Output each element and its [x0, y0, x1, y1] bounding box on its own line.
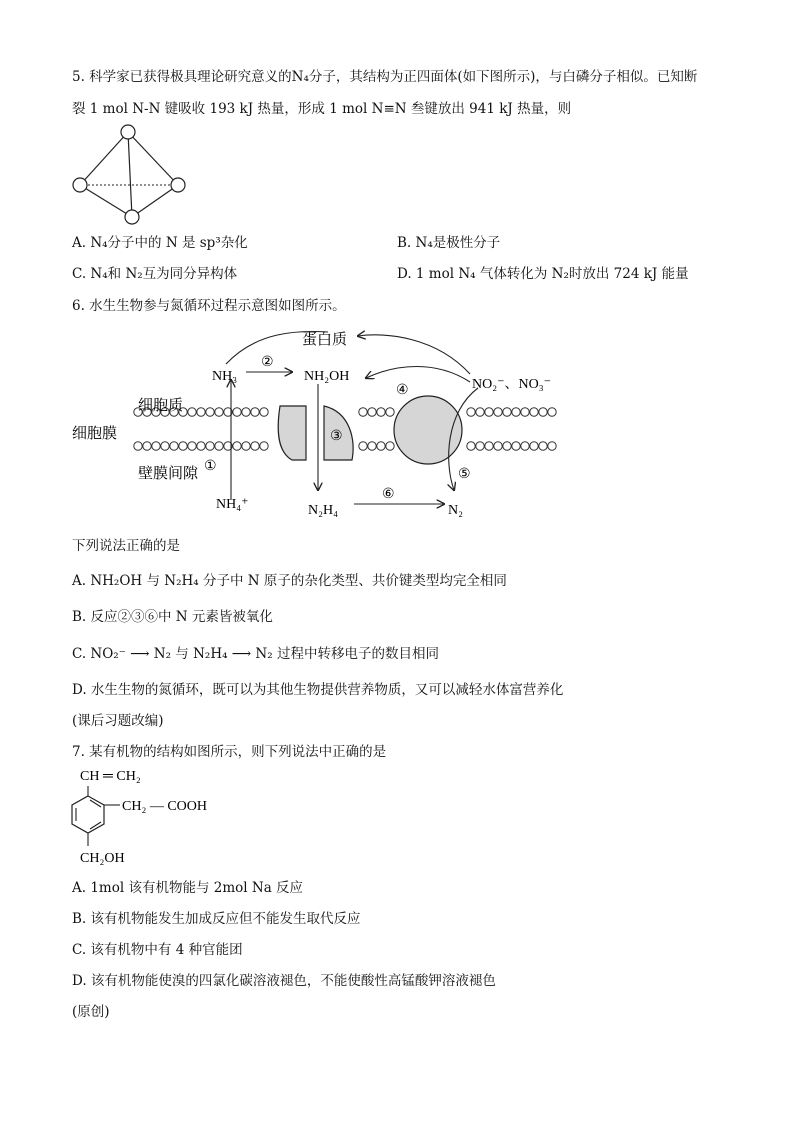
lipid-bead: [494, 408, 502, 416]
lipid-bead: [242, 408, 250, 416]
label-step5: ⑤: [458, 467, 471, 482]
label-membrane: 细胞膜: [72, 426, 118, 442]
lipid-bead: [548, 442, 556, 450]
lipid-bead: [548, 408, 556, 416]
lipid-bead: [152, 442, 160, 450]
q6-stem: 6. 水生生物参与氮循环过程示意图如图所示。: [72, 298, 346, 314]
lipid-bead: [161, 442, 169, 450]
lipid-bead: [206, 408, 214, 416]
label-nh3: NH₃: [212, 369, 238, 384]
lipid-bead: [134, 442, 142, 450]
lipid-bead: [215, 408, 223, 416]
lipid-bead: [503, 442, 511, 450]
lipid-bead: [368, 442, 376, 450]
lipid-bead: [386, 442, 394, 450]
lipid-bead: [521, 442, 529, 450]
q6-option-d[interactable]: D. 水生生物的氮循环，既可以为其他生物提供营养物质，又可以减轻水体富营养化: [72, 682, 564, 698]
q5-option-b[interactable]: B. N₄是极性分子: [397, 235, 501, 251]
lipid-bead: [521, 408, 529, 416]
lipid-bead: [377, 408, 385, 416]
lipid-bead: [260, 408, 268, 416]
nitrogen-cycle-figure: [66, 322, 566, 522]
lipid-bead: [359, 408, 367, 416]
lipid-bead: [377, 442, 385, 450]
q6-source: (课后习题改编): [72, 713, 164, 729]
label-step4: ④: [396, 383, 409, 398]
label-nh2oh: NH₂OH: [304, 369, 350, 384]
label-protein: 蛋白质: [302, 332, 348, 348]
label-nh4: NH₄⁺: [216, 497, 249, 512]
organic-structure-figure: [66, 764, 266, 874]
lipid-bead: [242, 442, 250, 450]
q7-option-b[interactable]: B. 该有机物能发生加成反应但不能发生取代反应: [72, 911, 361, 927]
label-step2: ②: [261, 355, 274, 370]
q6-option-a[interactable]: A. NH₂OH 与 N₂H₄ 分子中 N 原子的杂化类型、共价键类型均完全相同: [72, 573, 507, 589]
lipid-bead: [179, 442, 187, 450]
label-periplasm: 壁膜间隙: [138, 466, 199, 482]
lipid-bead: [512, 442, 520, 450]
tetrahedron-figure: [66, 118, 196, 228]
label-n2h4: N₂H₄: [308, 503, 338, 518]
label-cytoplasm: 细胞质: [138, 398, 184, 414]
q6-option-c[interactable]: C. NO₂⁻ ⟶ N₂ 与 N₂H₄ ⟶ N₂ 过程中转移电子的数目相同: [72, 646, 439, 662]
lipid-bead: [188, 408, 196, 416]
label-side-chain: CH₂ — COOH: [122, 799, 207, 814]
lipid-bead: [530, 442, 538, 450]
label-step6: ⑥: [382, 487, 395, 502]
lipid-bead: [233, 408, 241, 416]
lipid-bead: [197, 408, 205, 416]
lipid-bead: [260, 442, 268, 450]
lipid-bead: [530, 408, 538, 416]
lipid-bead: [197, 442, 205, 450]
q7-option-c[interactable]: C. 该有机物中有 4 种官能团: [72, 942, 243, 958]
lipid-bead: [485, 442, 493, 450]
lipid-bead: [476, 442, 484, 450]
label-step3: ③: [330, 429, 343, 444]
lipid-bead: [215, 442, 223, 450]
lipid-bead: [485, 408, 493, 416]
q6-question: 下列说法正确的是: [72, 538, 180, 554]
lipid-bead: [494, 442, 502, 450]
lipid-bead: [170, 442, 178, 450]
lipid-bead: [512, 408, 520, 416]
lipid-bead: [359, 442, 367, 450]
q7-option-a[interactable]: A. 1mol 该有机物能与 2mol Na 反应: [72, 880, 304, 896]
lipid-bead: [206, 442, 214, 450]
q5-option-c[interactable]: C. N₄和 N₂互为同分异构体: [72, 266, 238, 282]
label-no2-no3: NO₂⁻、NO₃⁻: [472, 377, 551, 392]
lipid-bead: [251, 408, 259, 416]
lipid-bead: [386, 408, 394, 416]
q7-source: (原创): [72, 1004, 110, 1020]
lipid-bead: [188, 442, 196, 450]
q6-option-b[interactable]: B. 反应②③⑥中 N 元素皆被氧化: [72, 609, 273, 625]
label-n2: N₂: [448, 503, 463, 518]
lipid-bead: [539, 442, 547, 450]
q7-option-d[interactable]: D. 该有机物能使溴的四氯化碳溶液褪色，不能使酸性高锰酸钾溶液褪色: [72, 973, 496, 989]
lipid-bead: [539, 408, 547, 416]
lipid-bead: [143, 442, 151, 450]
channel-left: [278, 406, 306, 460]
label-ch2oh: CH₂OH: [80, 851, 125, 866]
lipid-bead: [503, 408, 511, 416]
q5-option-a[interactable]: A. N₄分子中的 N 是 sp³杂化: [72, 235, 248, 251]
lipid-bead: [251, 442, 259, 450]
label-vinyl: CH ═ CH₂: [80, 769, 141, 784]
q5-stem-line1: 5. 科学家已获得极具理论研究意义的N₄分子，其结构为正四面体(如下图所示)，与白磷分子相似。已知断: [72, 69, 698, 85]
q7-stem: 7. 某有机物的结构如图所示，则下列说法中正确的是: [72, 744, 387, 760]
q5-stem-line2: 裂 1 mol N-N 键吸收 193 kJ 热量，形成 1 mol N≡N 叁键放出 941 kJ 热量，则: [72, 101, 572, 117]
label-step1: ①: [204, 459, 217, 474]
lipid-bead: [233, 442, 241, 450]
lipid-bead: [467, 408, 475, 416]
lipid-bead: [368, 408, 376, 416]
q5-option-d[interactable]: D. 1 mol N₄ 气体转化为 N₂时放出 724 kJ 能量: [397, 266, 689, 282]
lipid-bead: [476, 408, 484, 416]
lipid-bead: [467, 442, 475, 450]
